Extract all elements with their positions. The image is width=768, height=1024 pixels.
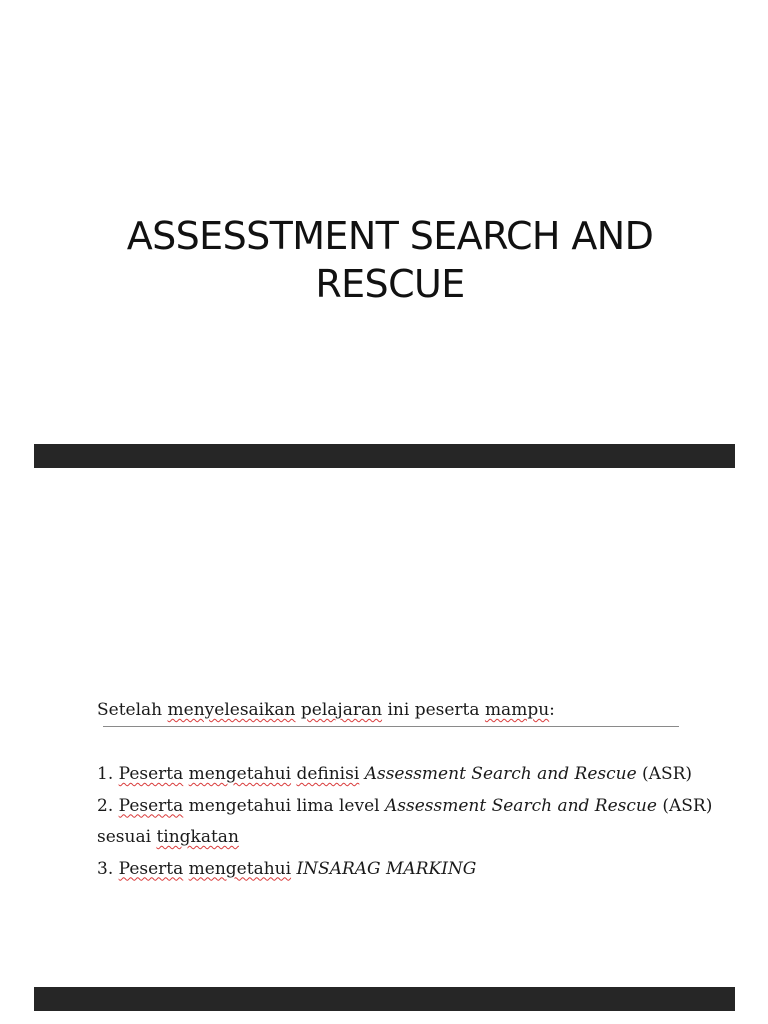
slide-title-line-2: RESCUE — [315, 262, 465, 306]
objective-italic-term: Assessment Search and Rescue — [385, 795, 657, 816]
objective-item-2 — [97, 791, 713, 823]
objectives-list — [97, 759, 713, 885]
objective-item-1 — [97, 759, 697, 791]
objective-abbreviation: (ASR) — [642, 764, 693, 784]
intro-word-spellcheck: mampu — [484, 700, 550, 720]
slide-title-line-1: ASSESSTMENT SEARCH AND — [126, 214, 654, 258]
intro-word: Setelah — [97, 700, 163, 720]
objective-word-spellcheck: definisi — [296, 764, 360, 784]
objective-number: 2. — [97, 795, 114, 816]
objective-word-spellcheck: Peserta — [118, 858, 184, 879]
slide-divider-bar-bottom — [34, 987, 735, 1011]
objective-word: sesuai — [97, 827, 152, 847]
objective-italic-term: INSARAG MARKING — [296, 858, 477, 879]
slide-divider-bar-top — [34, 444, 735, 468]
objective-abbreviation: (ASR) — [662, 795, 713, 816]
objective-words: mengetahui lima level — [188, 795, 380, 816]
objectives-intro — [97, 696, 697, 724]
objective-number: 3. — [97, 858, 114, 879]
objective-word-spellcheck: mengetahui — [188, 858, 292, 879]
objective-word-spellcheck: Peserta — [118, 795, 184, 816]
intro-word-spellcheck: pelajaran — [300, 700, 383, 720]
intro-colon: : — [549, 700, 555, 720]
intro-word-spellcheck: menyelesaikan — [167, 700, 296, 720]
objective-italic-term: Assessment Search and Rescue — [364, 764, 637, 784]
learning-objectives-section — [97, 696, 713, 879]
objective-number: 1. — [97, 764, 114, 784]
objective-item-2-continued — [97, 822, 697, 854]
slide-title — [60, 212, 720, 308]
intro-underline-rule — [103, 726, 679, 727]
intro-word: ini peserta — [387, 700, 480, 720]
objective-item-3 — [97, 854, 697, 886]
objective-word-spellcheck: Peserta — [118, 764, 184, 784]
objective-word-spellcheck: tingkatan — [156, 827, 239, 847]
objective-word-spellcheck: mengetahui — [188, 764, 292, 784]
